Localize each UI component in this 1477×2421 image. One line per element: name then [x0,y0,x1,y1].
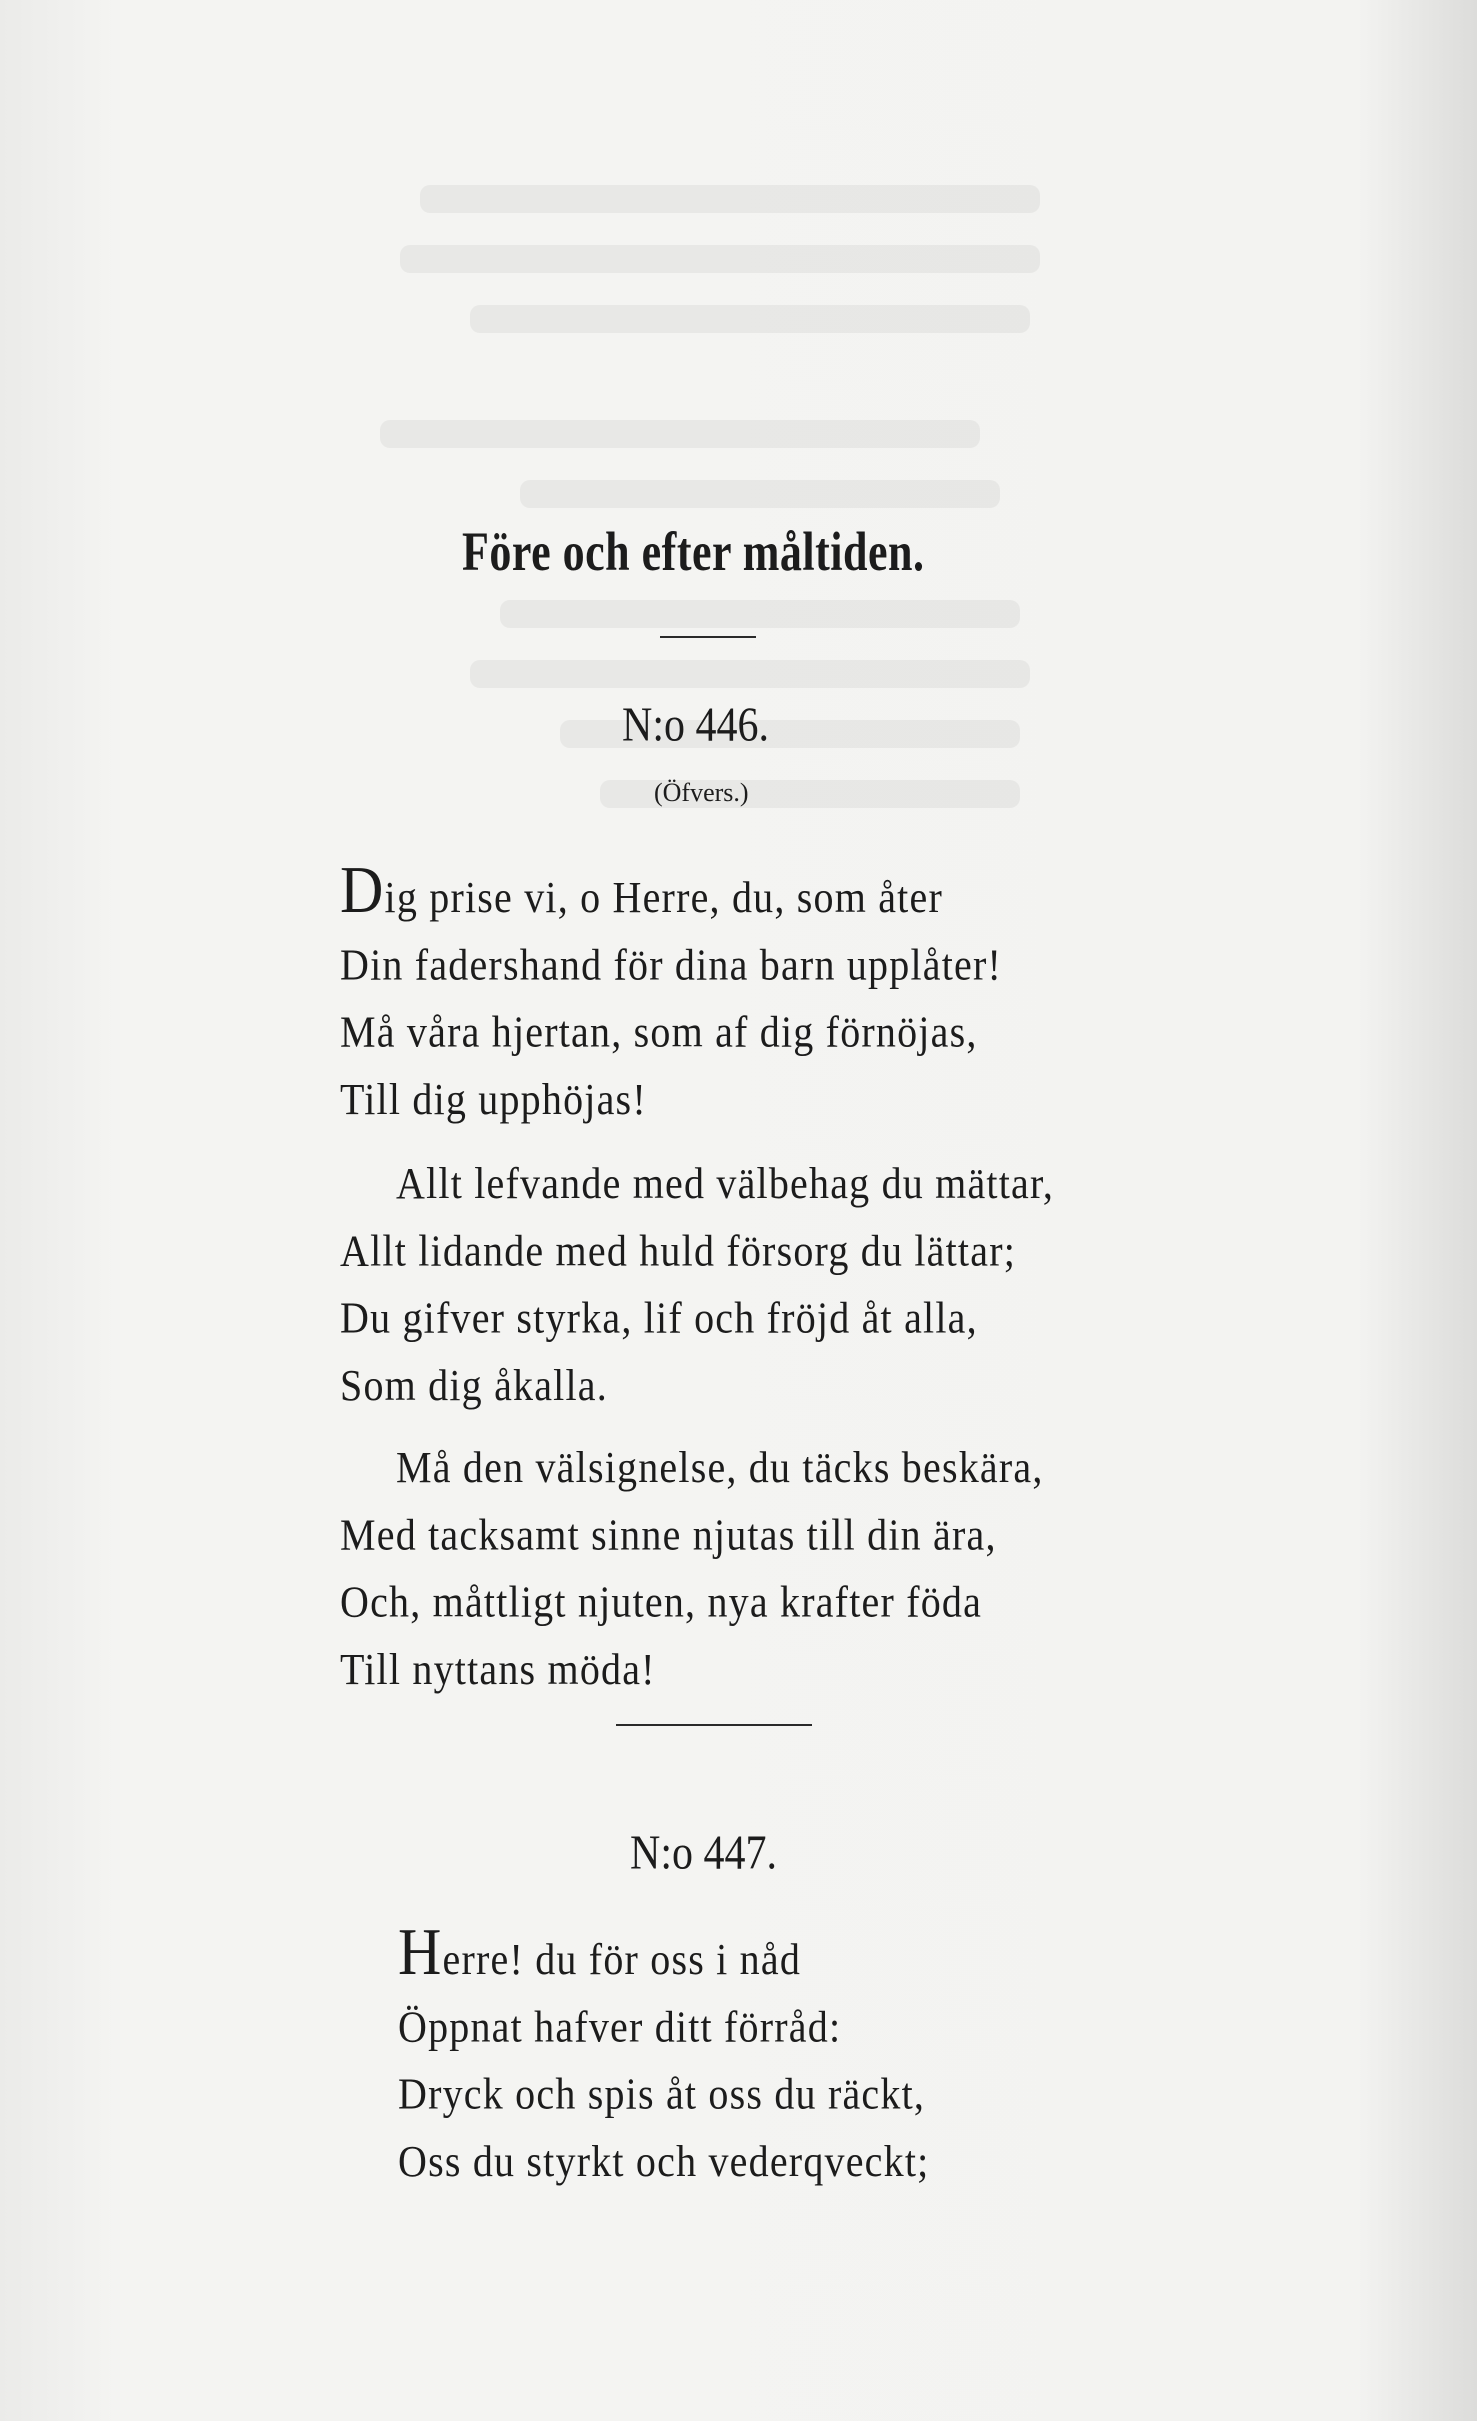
verse-line: Må våra hjertan, som af dig förnöjas, [340,1006,978,1057]
verse-line: Din fadershand för dina barn upplåter! [340,939,1003,990]
drop-cap: H [398,1914,443,1989]
verse [398,1914,930,2195]
verse-line: Med tacksamt sinne njutas till din ära, [340,1509,997,1560]
verse-line: Till dig upphöjas! [340,1073,647,1124]
hymn-divider [616,1724,812,1726]
verse-line: Allt lidande med huld försorg du lättar; [340,1225,1017,1276]
verse-line: Må den välsignelse, du täcks beskära, [396,1441,1044,1493]
verse [340,1150,1054,1419]
drop-cap: D [340,852,385,927]
verse-line [398,1914,929,1993]
verse-line: Oss du styrkt och vederqveckt; [398,2135,930,2186]
hymn-number: N:o 447. [630,1827,777,1881]
verse-line: Allt lefvande med välbehag du mättar, [396,1157,1055,1209]
verse-line: Som dig åkalla. [340,1359,608,1410]
verse-line: Och, måttligt njuten, nya krafter föda [340,1576,983,1627]
verse-line: Du gifver styrka, lif och fröjd åt alla, [340,1292,978,1343]
verse-line: Öppnat hafver ditt förråd: [398,2001,842,2052]
translation-note: (Öfvers.) [654,778,749,807]
verse [340,852,1003,1133]
hymn-number: N:o 446. [622,699,769,753]
verse-line-text: ig prise vi, o Herre, du, som åter [384,871,943,923]
section-title: Före och efter måltiden. [462,521,925,583]
verse-line: Till nyttans möda! [340,1643,656,1694]
verse [340,1434,1044,1703]
verse-line [340,852,1002,931]
verse-line-text: erre! du för oss i nåd [442,1933,802,1985]
verse-line: Dryck och spis åt oss du räckt, [398,2068,926,2119]
title-divider [660,636,756,638]
